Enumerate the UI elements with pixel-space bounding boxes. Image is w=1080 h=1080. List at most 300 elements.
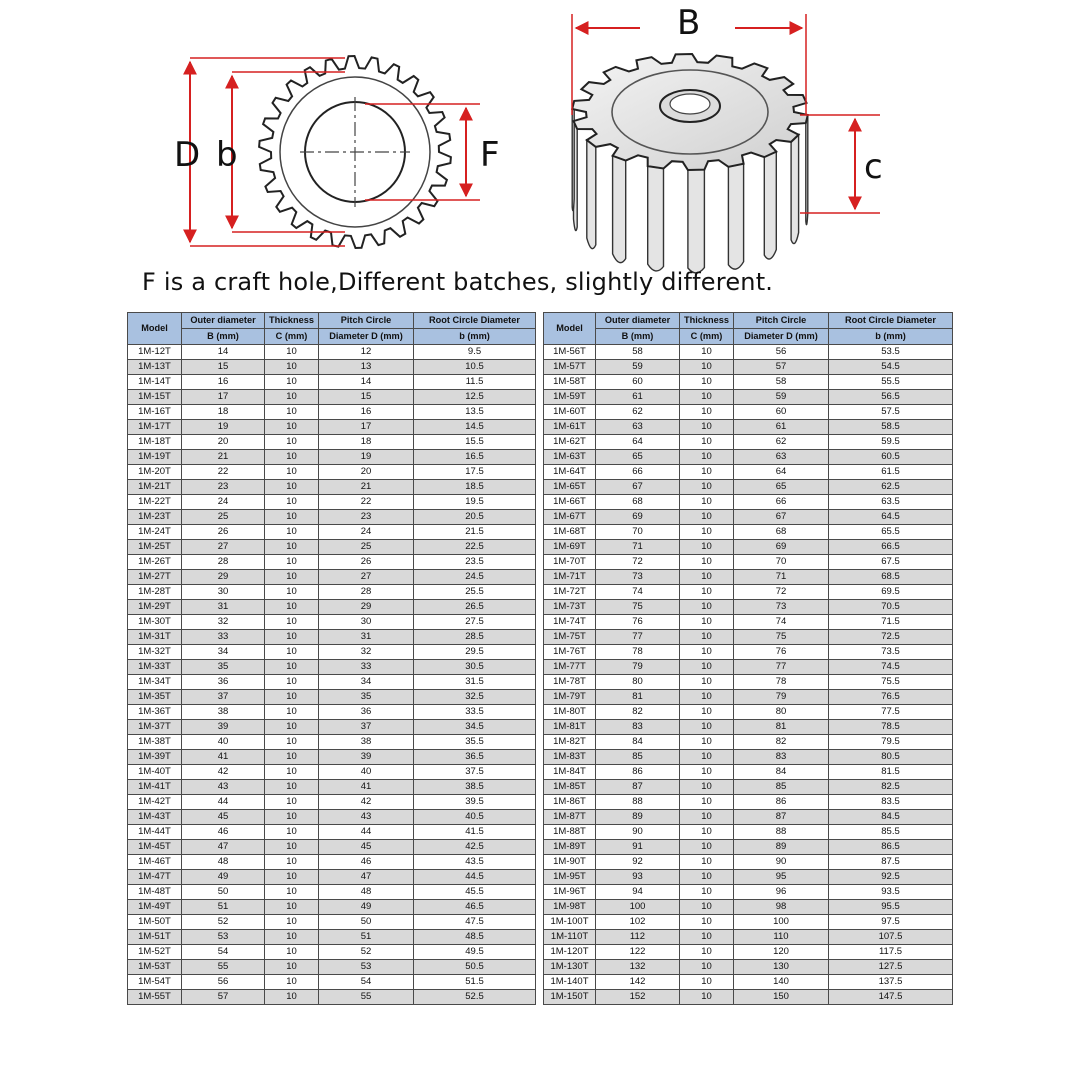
- cell-model: 1M-57T: [544, 360, 596, 375]
- cell-outer-diameter: 21: [182, 450, 265, 465]
- cell-outer-diameter: 89: [596, 810, 680, 825]
- cell-thickness: 10: [265, 855, 319, 870]
- table-row: [544, 780, 953, 795]
- table-row: [128, 885, 536, 900]
- table-row: [128, 960, 536, 975]
- cell-pitch-diameter: 41: [319, 780, 414, 795]
- table-row: [128, 945, 536, 960]
- cell-root-diameter: 59.5: [829, 435, 953, 450]
- cell-pitch-diameter: 87: [734, 810, 829, 825]
- cell-pitch-diameter: 150: [734, 990, 829, 1005]
- cell-root-diameter: 47.5: [414, 915, 536, 930]
- cell-thickness: 10: [265, 750, 319, 765]
- cell-pitch-diameter: 62: [734, 435, 829, 450]
- cell-thickness: 10: [265, 885, 319, 900]
- cell-thickness: 10: [265, 570, 319, 585]
- cell-thickness: 10: [265, 945, 319, 960]
- table-row: [128, 660, 536, 675]
- cell-pitch-diameter: 13: [319, 360, 414, 375]
- header-thickness-line1: Thickness: [265, 313, 319, 329]
- cell-model: 1M-13T: [128, 360, 182, 375]
- cell-thickness: 10: [680, 840, 734, 855]
- cell-model: 1M-20T: [128, 465, 182, 480]
- cell-root-diameter: 50.5: [414, 960, 536, 975]
- cell-root-diameter: 38.5: [414, 780, 536, 795]
- cell-outer-diameter: 132: [596, 960, 680, 975]
- cell-outer-diameter: 81: [596, 690, 680, 705]
- cell-model: 1M-43T: [128, 810, 182, 825]
- cell-outer-diameter: 16: [182, 375, 265, 390]
- cell-thickness: 10: [265, 900, 319, 915]
- header-outer-line2: B (mm): [596, 329, 680, 345]
- cell-root-diameter: 147.5: [829, 990, 953, 1005]
- cell-root-diameter: 92.5: [829, 870, 953, 885]
- cell-pitch-diameter: 33: [319, 660, 414, 675]
- cell-root-diameter: 18.5: [414, 480, 536, 495]
- cell-pitch-diameter: 57: [734, 360, 829, 375]
- cell-root-diameter: 66.5: [829, 540, 953, 555]
- cell-pitch-diameter: 51: [319, 930, 414, 945]
- table-row: [128, 510, 536, 525]
- cell-pitch-diameter: 23: [319, 510, 414, 525]
- cell-model: 1M-29T: [128, 600, 182, 615]
- cell-model: 1M-32T: [128, 645, 182, 660]
- cell-thickness: 10: [680, 600, 734, 615]
- cell-pitch-diameter: 70: [734, 555, 829, 570]
- cell-model: 1M-81T: [544, 720, 596, 735]
- table-row: [544, 795, 953, 810]
- cell-model: 1M-17T: [128, 420, 182, 435]
- cell-root-diameter: 117.5: [829, 945, 953, 960]
- header-outer-line1: Outer diameter: [182, 313, 265, 329]
- table-row: [544, 345, 953, 360]
- cell-thickness: 10: [680, 555, 734, 570]
- table-row: [544, 450, 953, 465]
- cell-pitch-diameter: 46: [319, 855, 414, 870]
- cell-root-diameter: 37.5: [414, 765, 536, 780]
- cell-root-diameter: 74.5: [829, 660, 953, 675]
- cell-thickness: 10: [265, 480, 319, 495]
- cell-thickness: 10: [680, 915, 734, 930]
- cell-outer-diameter: 60: [596, 375, 680, 390]
- cell-outer-diameter: 74: [596, 585, 680, 600]
- table-row: [128, 525, 536, 540]
- cell-root-diameter: 15.5: [414, 435, 536, 450]
- cell-root-diameter: 75.5: [829, 675, 953, 690]
- cell-outer-diameter: 37: [182, 690, 265, 705]
- table-row: [128, 390, 536, 405]
- cell-thickness: 10: [680, 360, 734, 375]
- table-row: [128, 795, 536, 810]
- cell-model: 1M-95T: [544, 870, 596, 885]
- cell-root-diameter: 53.5: [829, 345, 953, 360]
- cell-model: 1M-96T: [544, 885, 596, 900]
- cell-thickness: 10: [265, 420, 319, 435]
- label-b: b: [216, 135, 238, 175]
- cell-model: 1M-120T: [544, 945, 596, 960]
- cell-pitch-diameter: 82: [734, 735, 829, 750]
- table-row: [544, 825, 953, 840]
- cell-thickness: 10: [265, 435, 319, 450]
- cell-pitch-diameter: 50: [319, 915, 414, 930]
- table-row: [544, 735, 953, 750]
- cell-pitch-diameter: 26: [319, 555, 414, 570]
- header-row-1: [128, 313, 536, 329]
- table-row: [544, 765, 953, 780]
- table-row: [128, 570, 536, 585]
- cell-model: 1M-89T: [544, 840, 596, 855]
- header-root-line1: Root Circle Diameter: [829, 313, 953, 329]
- cell-model: 1M-37T: [128, 720, 182, 735]
- table-row: [128, 780, 536, 795]
- cell-model: 1M-68T: [544, 525, 596, 540]
- cell-root-diameter: 77.5: [829, 705, 953, 720]
- cell-thickness: 10: [265, 675, 319, 690]
- cell-pitch-diameter: 19: [319, 450, 414, 465]
- cell-thickness: 10: [680, 930, 734, 945]
- gear-tooth-side: [806, 115, 808, 225]
- cell-pitch-diameter: 29: [319, 600, 414, 615]
- cell-thickness: 10: [265, 735, 319, 750]
- cell-pitch-diameter: 84: [734, 765, 829, 780]
- cell-root-diameter: 80.5: [829, 750, 953, 765]
- table-row: [544, 960, 953, 975]
- cell-pitch-diameter: 69: [734, 540, 829, 555]
- cell-pitch-diameter: 75: [734, 630, 829, 645]
- cell-root-diameter: 61.5: [829, 465, 953, 480]
- cell-outer-diameter: 43: [182, 780, 265, 795]
- cell-outer-diameter: 85: [596, 750, 680, 765]
- cell-pitch-diameter: 48: [319, 885, 414, 900]
- table-row: [544, 405, 953, 420]
- cell-model: 1M-70T: [544, 555, 596, 570]
- header-outer-line2: B (mm): [182, 329, 265, 345]
- cell-model: 1M-40T: [128, 765, 182, 780]
- cell-pitch-diameter: 55: [319, 990, 414, 1005]
- table-row: [128, 930, 536, 945]
- cell-thickness: 10: [680, 615, 734, 630]
- cell-pitch-diameter: 90: [734, 855, 829, 870]
- cell-root-diameter: 60.5: [829, 450, 953, 465]
- cell-thickness: 10: [680, 705, 734, 720]
- cell-thickness: 10: [680, 345, 734, 360]
- cell-outer-diameter: 30: [182, 585, 265, 600]
- cell-outer-diameter: 77: [596, 630, 680, 645]
- cell-model: 1M-45T: [128, 840, 182, 855]
- cell-thickness: 10: [680, 810, 734, 825]
- cell-thickness: 10: [265, 960, 319, 975]
- cell-outer-diameter: 22: [182, 465, 265, 480]
- cell-root-diameter: 36.5: [414, 750, 536, 765]
- cell-root-diameter: 58.5: [829, 420, 953, 435]
- cell-outer-diameter: 20: [182, 435, 265, 450]
- header-thickness-line1: Thickness: [680, 313, 734, 329]
- cell-outer-diameter: 54: [182, 945, 265, 960]
- cell-model: 1M-14T: [128, 375, 182, 390]
- cell-model: 1M-59T: [544, 390, 596, 405]
- cell-outer-diameter: 64: [596, 435, 680, 450]
- cell-pitch-diameter: 63: [734, 450, 829, 465]
- table-row: [544, 900, 953, 915]
- cell-outer-diameter: 71: [596, 540, 680, 555]
- cell-root-diameter: 64.5: [829, 510, 953, 525]
- cell-model: 1M-65T: [544, 480, 596, 495]
- cell-model: 1M-98T: [544, 900, 596, 915]
- cell-pitch-diameter: 34: [319, 675, 414, 690]
- header-model: Model: [128, 313, 182, 345]
- cell-root-diameter: 21.5: [414, 525, 536, 540]
- cell-model: 1M-150T: [544, 990, 596, 1005]
- cell-root-diameter: 70.5: [829, 600, 953, 615]
- gear-front-view: [259, 56, 451, 248]
- table-row: [128, 435, 536, 450]
- cell-root-diameter: 86.5: [829, 840, 953, 855]
- cell-root-diameter: 28.5: [414, 630, 536, 645]
- table-row: [544, 375, 953, 390]
- table-row: [544, 990, 953, 1005]
- cell-pitch-diameter: 76: [734, 645, 829, 660]
- cell-thickness: 10: [680, 465, 734, 480]
- cell-thickness: 10: [680, 900, 734, 915]
- cell-model: 1M-83T: [544, 750, 596, 765]
- cell-pitch-diameter: 60: [734, 405, 829, 420]
- cell-model: 1M-38T: [128, 735, 182, 750]
- table-row: [544, 945, 953, 960]
- table-row: [128, 645, 536, 660]
- cell-thickness: 10: [265, 825, 319, 840]
- cell-thickness: 10: [680, 495, 734, 510]
- cell-outer-diameter: 75: [596, 600, 680, 615]
- cell-root-diameter: 29.5: [414, 645, 536, 660]
- cell-pitch-diameter: 52: [319, 945, 414, 960]
- cell-root-diameter: 137.5: [829, 975, 953, 990]
- cell-outer-diameter: 35: [182, 660, 265, 675]
- cell-root-diameter: 39.5: [414, 795, 536, 810]
- cell-model: 1M-39T: [128, 750, 182, 765]
- cell-root-diameter: 42.5: [414, 840, 536, 855]
- cell-root-diameter: 93.5: [829, 885, 953, 900]
- cell-root-diameter: 13.5: [414, 405, 536, 420]
- cell-thickness: 10: [265, 810, 319, 825]
- cell-model: 1M-67T: [544, 510, 596, 525]
- cell-thickness: 10: [680, 540, 734, 555]
- cell-root-diameter: 44.5: [414, 870, 536, 885]
- cell-root-diameter: 31.5: [414, 675, 536, 690]
- cell-thickness: 10: [680, 945, 734, 960]
- table-row: [544, 720, 953, 735]
- cell-outer-diameter: 52: [182, 915, 265, 930]
- cell-model: 1M-76T: [544, 645, 596, 660]
- table-row: [128, 690, 536, 705]
- cell-outer-diameter: 49: [182, 870, 265, 885]
- cell-root-diameter: 67.5: [829, 555, 953, 570]
- cell-root-diameter: 107.5: [829, 930, 953, 945]
- label-B: B: [677, 3, 701, 43]
- cell-model: 1M-25T: [128, 540, 182, 555]
- table-row: [544, 870, 953, 885]
- cell-pitch-diameter: 65: [734, 480, 829, 495]
- table-row: [128, 900, 536, 915]
- cell-thickness: 10: [265, 465, 319, 480]
- cell-pitch-diameter: 56: [734, 345, 829, 360]
- table-row: [128, 345, 536, 360]
- cell-outer-diameter: 46: [182, 825, 265, 840]
- cell-thickness: 10: [680, 870, 734, 885]
- cell-root-diameter: 11.5: [414, 375, 536, 390]
- cell-root-diameter: 10.5: [414, 360, 536, 375]
- cell-model: 1M-50T: [128, 915, 182, 930]
- label-D: D: [174, 135, 201, 175]
- cell-model: 1M-51T: [128, 930, 182, 945]
- cell-root-diameter: 22.5: [414, 540, 536, 555]
- cell-thickness: 10: [265, 795, 319, 810]
- table-row: [544, 615, 953, 630]
- cell-root-diameter: 24.5: [414, 570, 536, 585]
- cell-thickness: 10: [680, 420, 734, 435]
- cell-model: 1M-19T: [128, 450, 182, 465]
- cell-root-diameter: 81.5: [829, 765, 953, 780]
- cell-model: 1M-66T: [544, 495, 596, 510]
- table-row: [544, 465, 953, 480]
- cell-thickness: 10: [265, 840, 319, 855]
- gear-tooth-side: [587, 140, 596, 249]
- cell-pitch-diameter: 14: [319, 375, 414, 390]
- cell-thickness: 10: [265, 630, 319, 645]
- cell-outer-diameter: 42: [182, 765, 265, 780]
- cell-outer-diameter: 61: [596, 390, 680, 405]
- cell-model: 1M-62T: [544, 435, 596, 450]
- cell-pitch-diameter: 15: [319, 390, 414, 405]
- cell-root-diameter: 62.5: [829, 480, 953, 495]
- cell-thickness: 10: [680, 765, 734, 780]
- cell-outer-diameter: 53: [182, 930, 265, 945]
- cell-pitch-diameter: 68: [734, 525, 829, 540]
- header-root-line2: b (mm): [829, 329, 953, 345]
- gear-tooth-side: [648, 166, 664, 271]
- cell-pitch-diameter: 21: [319, 480, 414, 495]
- cell-root-diameter: 73.5: [829, 645, 953, 660]
- cell-pitch-diameter: 88: [734, 825, 829, 840]
- cell-thickness: 10: [680, 825, 734, 840]
- cell-root-diameter: 68.5: [829, 570, 953, 585]
- gear-tooth-side: [688, 170, 705, 273]
- cell-pitch-diameter: 44: [319, 825, 414, 840]
- cell-outer-diameter: 23: [182, 480, 265, 495]
- table-row: [544, 585, 953, 600]
- cell-pitch-diameter: 61: [734, 420, 829, 435]
- cell-thickness: 10: [265, 780, 319, 795]
- cell-outer-diameter: 142: [596, 975, 680, 990]
- gear-perspective-view: [572, 54, 808, 273]
- cell-pitch-diameter: 25: [319, 540, 414, 555]
- cell-outer-diameter: 57: [182, 990, 265, 1005]
- cell-pitch-diameter: 59: [734, 390, 829, 405]
- cell-root-diameter: 82.5: [829, 780, 953, 795]
- cell-thickness: 10: [265, 510, 319, 525]
- cell-model: 1M-48T: [128, 885, 182, 900]
- cell-pitch-diameter: 38: [319, 735, 414, 750]
- cell-root-diameter: 69.5: [829, 585, 953, 600]
- cell-model: 1M-73T: [544, 600, 596, 615]
- cell-model: 1M-46T: [128, 855, 182, 870]
- table-row: [128, 540, 536, 555]
- cell-thickness: 10: [680, 960, 734, 975]
- table-row: [128, 735, 536, 750]
- cell-model: 1M-72T: [544, 585, 596, 600]
- header-thickness-line2: C (mm): [680, 329, 734, 345]
- cell-outer-diameter: 51: [182, 900, 265, 915]
- cell-pitch-diameter: 110: [734, 930, 829, 945]
- table-row: [544, 360, 953, 375]
- table-row: [128, 825, 536, 840]
- cell-pitch-diameter: 54: [319, 975, 414, 990]
- cell-root-diameter: 17.5: [414, 465, 536, 480]
- cell-outer-diameter: 55: [182, 960, 265, 975]
- cell-outer-diameter: 19: [182, 420, 265, 435]
- gear-tooth-side: [764, 152, 776, 259]
- cell-outer-diameter: 18: [182, 405, 265, 420]
- table-row: [544, 600, 953, 615]
- cell-pitch-diameter: 39: [319, 750, 414, 765]
- table-row: [128, 705, 536, 720]
- cell-model: 1M-16T: [128, 405, 182, 420]
- header-thickness-line2: C (mm): [265, 329, 319, 345]
- cell-root-diameter: 33.5: [414, 705, 536, 720]
- cell-outer-diameter: 73: [596, 570, 680, 585]
- cell-thickness: 10: [680, 645, 734, 660]
- cell-model: 1M-42T: [128, 795, 182, 810]
- cell-thickness: 10: [680, 570, 734, 585]
- table-row: [544, 690, 953, 705]
- cell-outer-diameter: 88: [596, 795, 680, 810]
- cell-model: 1M-26T: [128, 555, 182, 570]
- cell-pitch-diameter: 79: [734, 690, 829, 705]
- cell-pitch-diameter: 28: [319, 585, 414, 600]
- cell-outer-diameter: 31: [182, 600, 265, 615]
- cell-root-diameter: 46.5: [414, 900, 536, 915]
- cell-thickness: 10: [680, 630, 734, 645]
- cell-thickness: 10: [265, 585, 319, 600]
- cell-root-diameter: 43.5: [414, 855, 536, 870]
- cell-outer-diameter: 79: [596, 660, 680, 675]
- table-row: [128, 555, 536, 570]
- cell-thickness: 10: [680, 390, 734, 405]
- cell-model: 1M-55T: [128, 990, 182, 1005]
- cell-thickness: 10: [680, 435, 734, 450]
- cell-pitch-diameter: 37: [319, 720, 414, 735]
- cell-pitch-diameter: 12: [319, 345, 414, 360]
- cell-root-diameter: 35.5: [414, 735, 536, 750]
- table-row: [128, 915, 536, 930]
- cell-root-diameter: 30.5: [414, 660, 536, 675]
- cell-thickness: 10: [265, 930, 319, 945]
- cell-thickness: 10: [265, 390, 319, 405]
- table-row: [544, 540, 953, 555]
- cell-outer-diameter: 66: [596, 465, 680, 480]
- cell-model: 1M-21T: [128, 480, 182, 495]
- cell-outer-diameter: 94: [596, 885, 680, 900]
- cell-pitch-diameter: 66: [734, 495, 829, 510]
- cell-root-diameter: 55.5: [829, 375, 953, 390]
- table-row: [128, 600, 536, 615]
- cell-model: 1M-87T: [544, 810, 596, 825]
- cell-outer-diameter: 41: [182, 750, 265, 765]
- cell-root-diameter: 32.5: [414, 690, 536, 705]
- cell-root-diameter: 40.5: [414, 810, 536, 825]
- table-row: [128, 630, 536, 645]
- header-model: Model: [544, 313, 596, 345]
- cell-outer-diameter: 62: [596, 405, 680, 420]
